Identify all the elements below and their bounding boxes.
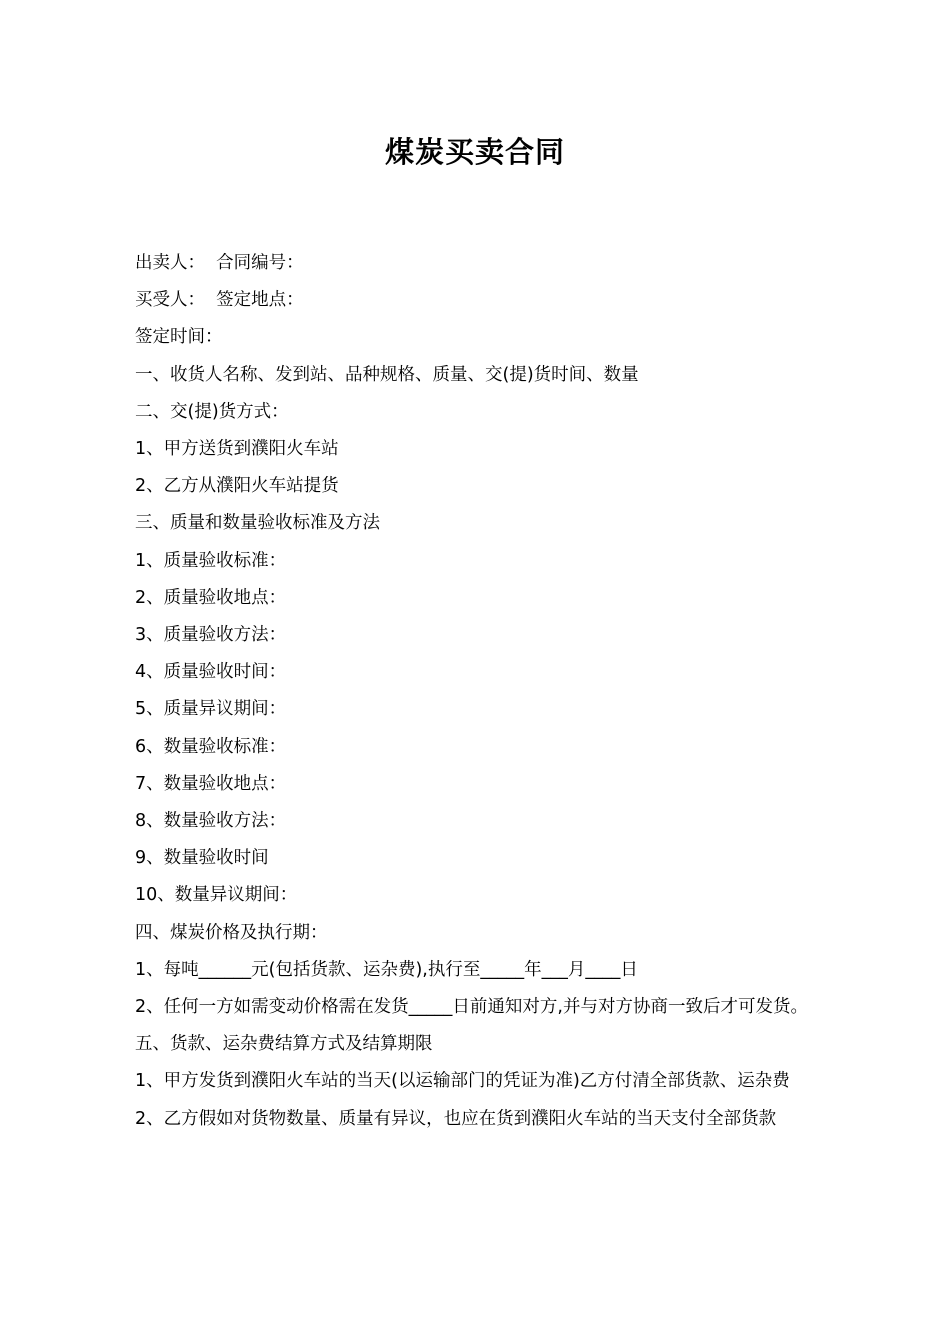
list-item: 10、数量异议期间：: [135, 885, 298, 906]
list-item: 1、甲方发货到濮阳火车站的当天(以运输部门的凭证为准)乙方付清全部货款、运杂费: [135, 1071, 790, 1092]
list-item: 3、质量验收方法：: [135, 625, 287, 646]
paragraph-sign-time: 签定时间：: [135, 327, 223, 348]
section-heading-5: 五、货款、运杂费结算方式及结算期限: [135, 1034, 433, 1055]
list-item: 6、数量验收标准：: [135, 736, 287, 757]
list-item: 5、质量异议期间：: [135, 699, 287, 720]
document-title: 煤炭买卖合同: [384, 135, 565, 169]
list-item: 8、数量验收方法：: [135, 811, 287, 832]
list-item: 1、甲方送货到濮阳火车站: [135, 439, 339, 460]
section-heading-2: 二、交(提)货方式：: [135, 401, 289, 422]
list-item: 9、数量验收时间: [135, 848, 269, 869]
section-heading-3: 三、质量和数量验收标准及方法: [135, 513, 380, 534]
list-item: 2、质量验收地点：: [135, 587, 287, 608]
section-heading-1: 一、收货人名称、发到站、品种规格、质量、交(提)货时间、数量: [135, 364, 639, 385]
section-heading-4: 四、煤炭价格及执行期：: [135, 922, 328, 943]
list-item: 4、质量验收时间：: [135, 662, 287, 683]
list-item: 1、质量验收标准：: [135, 550, 287, 571]
list-item: 2、任何一方如需变动价格需在发货_____日前通知对方,并与对方协商一致后才可发货。: [135, 997, 808, 1018]
list-item: 1、每吨______元(包括货款、运杂费),执行至_____年___月____日: [135, 959, 638, 980]
paragraph-buyer: 买受人： 签定地点：: [135, 290, 304, 311]
list-item: 2、乙方从濮阳火车站提货: [135, 476, 339, 497]
document-body: [116, 245, 838, 1138]
list-item: 2、乙方假如对货物数量、质量有异议，也应在货到濮阳火车站的当天支付全部货款: [135, 1108, 777, 1129]
paragraph-seller: 出卖人： 合同编号：: [135, 253, 304, 273]
list-item: 7、数量验收地点：: [135, 773, 287, 794]
